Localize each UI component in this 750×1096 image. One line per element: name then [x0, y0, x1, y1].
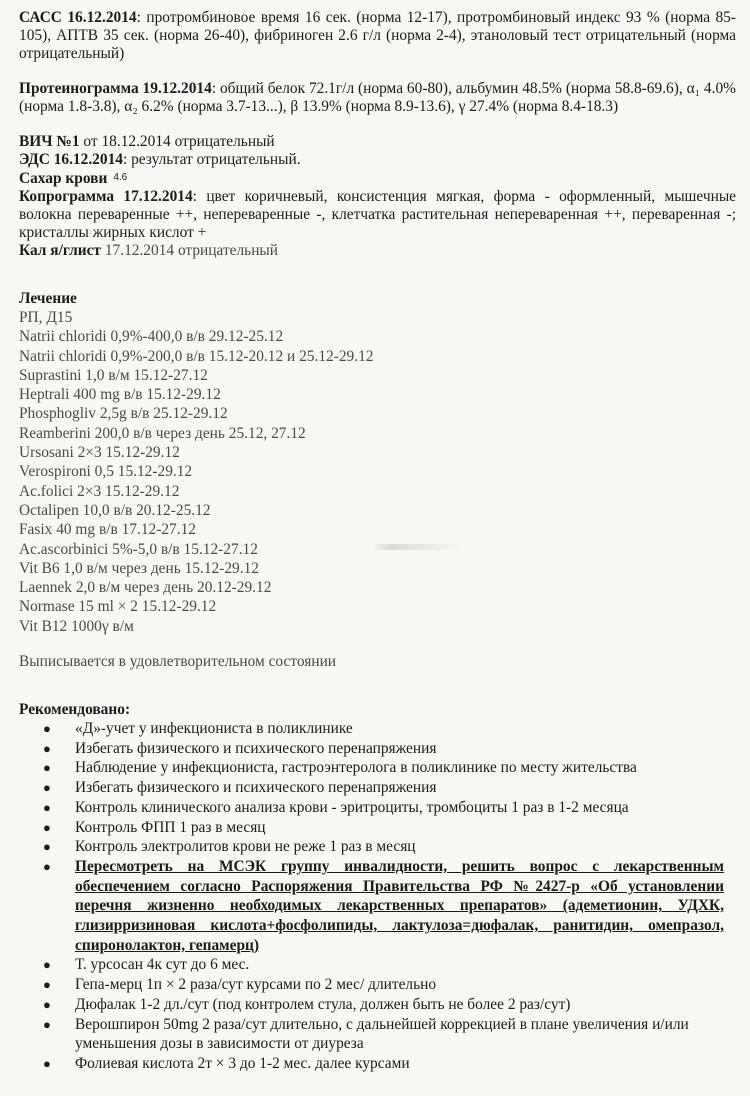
helminth-label: Кал я/глист — [19, 242, 101, 259]
treatment-item: Phosphogliv 2,5g в/в 25.12-29.12 — [19, 405, 228, 423]
helminth-line — [19, 242, 736, 260]
bullet-icon: ● — [43, 1056, 51, 1071]
bullet-icon: ● — [43, 760, 51, 776]
helminth-text: 17.12.2014 отрицательный — [100, 242, 279, 259]
bullet-icon: ● — [43, 819, 51, 835]
hiv-text: от 18.12.2014 отрицательный — [79, 133, 275, 150]
treatment-list — [19, 308, 736, 636]
hiv-line — [19, 133, 736, 151]
recommendation-item: ● «Д»-учет у инфекциониста в поликлинике — [43, 720, 353, 738]
bullet-icon: ● — [43, 799, 51, 815]
recommendation-item: ● Контроль ФПП 1 раз в месяц — [43, 818, 266, 836]
proteinogram-paragraph — [19, 80, 736, 116]
discharge-status: Выписывается в удовлетворительном состоянии — [19, 653, 337, 671]
recommendation-item: ● Контроль электролитов крови не реже 1 раз в месяц — [43, 838, 416, 856]
hiv-label: ВИЧ №1 — [19, 133, 80, 150]
recommendation-item: ● Фолиевая кислота 2т × 3 до 1-2 мес. далее курсами — [43, 1055, 410, 1072]
recommendation-item: ● Избегать физического и психического перенапряжения — [43, 739, 437, 757]
recommendation-item: ● Верошпирон 50mg 2 раза/сут длительно, с дальнейшей коррекцией в плане увеличения и/или уменьшения дозы в зависимости от диуреза — [43, 1015, 689, 1053]
recommendations-list — [19, 719, 736, 1074]
sass-paragraph — [19, 9, 736, 63]
coprogram-text: : цвет коричневый, консистенция мягкая, форма - оформленный, мышечные волокна переваренные ++, непереваренные -, клетчатка растительная непереваренная ++, переваренная -; кристаллы жирных кислот + — [19, 188, 736, 241]
sass-text: : протромбиновое время 16 сек. (норма 12-17), протромбиновый индекс 93 % (норма 85-105), АПТВ 35 сек. (норма 26-40), фибриноген 2.6 г/л (норма 2-4), этаноловый тест отрицательный (норма отрицательный) — [19, 9, 737, 62]
treatment-item: Vit B6 1,0 в/м через день 15.12-29.12 — [19, 559, 259, 577]
bullet-icon: ● — [43, 957, 51, 973]
eds-label: ЭДС 16.12.2014 — [19, 151, 123, 168]
treatment-item: Fasix 40 mg в/в 17.12-27.12 — [19, 521, 196, 539]
recommendation-item: ● Наблюдение у инфекциониста, гастроэнтеролога в поликлинике по месту жительства — [43, 759, 637, 777]
sass-label: САСС 16.12.2014 — [19, 9, 137, 26]
recommendation-item: ● Т. урсосан 4к сут до 6 мес. — [43, 956, 250, 974]
proteinogram-text: : общий белок 72.1г/л (норма 60-80), альбумин 48.5% (норма 58.8-69.6), α₁ 4.0% (норма 1.8-3.8), α₂ 6.2% (норма 3.7-13...), β 13.9% (норма 8.9-13.6), γ 27.4% (норма 8.4-18.3) — [19, 80, 736, 115]
coprogram-label: Копрограмма 17.12.2014 — [19, 188, 193, 205]
recommendations-heading: Рекомендовано: — [19, 701, 131, 719]
bullet-icon: ● — [43, 740, 51, 756]
coprogram-paragraph — [19, 188, 736, 242]
treatment-item: Vit B12 1000γ в/м — [19, 617, 134, 635]
treatment-item: Natrii chloridi 0,9%-400,0 в/в 29.12-25.12 — [19, 328, 284, 346]
proteinogram-label: Протеинограмма 19.12.2014 — [19, 80, 212, 97]
treatment-item: РП, Д15 — [19, 309, 73, 326]
recommendation-item: ● Избегать физического и психического перенапряжения — [43, 779, 437, 797]
bullet-icon: ● — [43, 858, 51, 874]
sugar-value: 4.6 — [113, 172, 128, 183]
bullet-icon: ● — [43, 721, 51, 737]
treatment-item: Heptrali 400 mg в/в 15.12-29.12 — [19, 386, 221, 404]
recommendation-item-msek: ● Пересмотреть на МСЭК группу инвалидности, решить вопрос с лекарственным обеспечением согласно Распоряжения Правительства РФ №2427-р «Об установлении перечня жизненно необходимых лекарственных препаратов» (адеметионин, УДХК, глизирризиновая кислота+фосфолипиды, лактулоза=дюфалак, ранитидин, омепразол, спиронолактон, гепамерц) — [43, 857, 724, 954]
treatment-item: Suprastini 1,0 в/м 15.12-27.12 — [19, 366, 208, 384]
bullet-icon: ● — [43, 1016, 51, 1032]
treatment-item: Normase 15 ml × 2 15.12-29.12 — [19, 598, 217, 616]
treatment-item: Ac.folici 2×3 15.12-29.12 — [19, 482, 180, 500]
treatment-item: Reamberini 200,0 в/в через день 25.12, 27.12 — [19, 424, 306, 442]
eds-line — [19, 151, 736, 169]
recommendation-item: ● Контроль клинического анализа крови - эритроциты, тромбоциты 1 раз в 1-2 месяца — [43, 798, 629, 816]
treatment-item: Ac.ascorbinici 5%-5,0 в/в 15.12-27.12 — [19, 540, 258, 558]
treatment-item: Octalipen 10,0 в/в 20.12-25.12 — [19, 501, 211, 519]
recommendation-item: ● Гепа-мерц 1п × 2 раза/сут курсами по 2 мес/ длительно — [43, 976, 437, 994]
treatment-item: Natrii chloridi 0,9%-200,0 в/в 15.12-20.12 и 25.12-29.12 — [19, 347, 374, 365]
bullet-icon: ● — [43, 996, 51, 1012]
bullet-icon: ● — [43, 780, 51, 796]
sugar-line — [19, 169, 736, 188]
treatment-item: Ursosani 2×3 15.12-29.12 — [19, 444, 180, 462]
scan-smudge — [372, 544, 462, 550]
eds-text: : результат отрицательный. — [122, 151, 301, 168]
treatment-heading: Лечение — [19, 290, 77, 307]
recommendation-item: ● Дюфалак 1-2 дл./сут (под контролем стула, должен быть не более 2 раз/сут) — [43, 995, 571, 1013]
sugar-label: Сахар крови — [19, 170, 108, 187]
bullet-icon: ● — [43, 977, 51, 993]
treatment-item: Laennek 2,0 в/м через день 20.12-29.12 — [19, 579, 272, 597]
bullet-icon: ● — [43, 839, 51, 855]
treatment-item: Verospironi 0,5 15.12-29.12 — [19, 463, 193, 481]
